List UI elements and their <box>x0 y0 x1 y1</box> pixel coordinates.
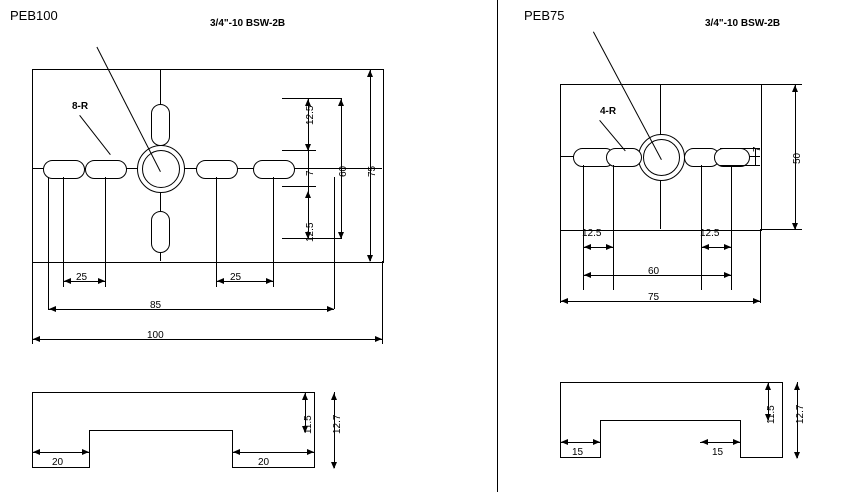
left-ext-100-b <box>382 261 383 344</box>
left-dimline-7 <box>308 150 309 186</box>
right-arrow-12-5-left-r <box>606 244 613 250</box>
left-ext-100-a <box>32 261 33 344</box>
left-arrow-100-r <box>375 336 382 342</box>
right-ext-7-bottom <box>720 165 760 166</box>
right-ext-b <box>613 165 614 290</box>
right-dim-50: 50 <box>792 152 803 164</box>
right-hole-callout: 4-R <box>600 106 617 117</box>
right-side-top-edge <box>560 382 782 383</box>
left-ext-25-left-a <box>63 177 64 287</box>
view-divider <box>497 0 498 492</box>
right-dim-15-right: 15 <box>712 447 724 458</box>
left-ext-12-5-top <box>282 98 342 99</box>
right-arrow-12-5-right-r <box>724 244 731 250</box>
right-dim-12-5-left: 12.5 <box>582 228 602 239</box>
left-arrow-20-left-l <box>33 449 40 455</box>
right-side-step-left <box>600 420 601 458</box>
right-arrow-15-right-l <box>701 439 708 445</box>
left-arrow-20-right-l <box>233 449 240 455</box>
right-side-left-edge <box>560 382 561 458</box>
right-arrow-12-7-up <box>794 383 800 390</box>
right-center-bore-inner <box>643 139 680 176</box>
left-arrow-85-r <box>327 306 334 312</box>
right-dim-75: 75 <box>648 292 660 303</box>
left-side-left-edge <box>32 392 33 468</box>
right-side-step-right <box>740 420 741 458</box>
right-ext-75-b <box>760 229 761 303</box>
right-arrow-11-5-up <box>765 383 771 390</box>
left-arrow-25-right-l <box>217 278 224 284</box>
right-side-recess <box>600 420 740 421</box>
left-dim-25-left: 25 <box>76 272 88 283</box>
right-dim-7: 7 <box>752 146 763 152</box>
left-arrow-25-left-r <box>98 278 105 284</box>
left-dim-100: 100 <box>147 330 164 341</box>
left-slot-left-inner <box>85 160 127 179</box>
left-side-step-left <box>89 430 90 468</box>
right-dimline-75 <box>560 301 760 302</box>
left-arrow-100-l <box>33 336 40 342</box>
left-hole-callout: 8-R <box>72 101 89 112</box>
left-dim-75: 75 <box>367 165 378 177</box>
left-arrow-85-l <box>49 306 56 312</box>
left-arrow-25-right-r <box>266 278 273 284</box>
left-dim-7: 7 <box>305 170 316 176</box>
left-side-bottom-right <box>232 467 314 468</box>
right-arrow-60-r <box>724 272 731 278</box>
page-title-right: PEB75 <box>524 8 565 23</box>
left-ext-25-left-b <box>105 177 106 287</box>
right-dim-12-7: 12.7 <box>795 404 806 424</box>
right-arrow-50-dn <box>792 223 798 230</box>
left-slot-bottom <box>151 211 170 253</box>
left-ext-85-a <box>48 177 49 309</box>
left-dimline-85 <box>48 309 334 310</box>
left-arrow-60-dn <box>338 232 344 239</box>
left-arrow-75-dn <box>367 255 373 262</box>
left-arrow-60-up <box>338 99 344 106</box>
left-dim-25-right: 25 <box>230 272 242 283</box>
left-dimline-100 <box>32 339 382 340</box>
right-dim-60: 60 <box>648 266 660 277</box>
left-arrow-20-left-r <box>82 449 89 455</box>
thread-callout-left: 3/4"-10 BSW-2B <box>210 18 286 29</box>
left-ext-25-right-a <box>216 177 217 287</box>
left-slot-right-outer <box>253 160 295 179</box>
left-center-bore-inner <box>142 150 180 188</box>
left-dimline-20-left <box>32 452 89 453</box>
right-arrow-60-l <box>584 272 591 278</box>
right-arrow-12-5-left-l <box>584 244 591 250</box>
right-arrow-75-l <box>561 298 568 304</box>
right-dim-15-left: 15 <box>572 447 584 458</box>
left-dim-20-left: 20 <box>52 457 64 468</box>
left-dim-11-5: 11.5 <box>303 415 314 434</box>
right-dim-11-5: 11.5 <box>766 405 777 424</box>
left-dim-85: 85 <box>150 300 162 311</box>
thread-callout-right: 3/4"-10 BSW-2B <box>705 18 781 29</box>
left-side-right-edge <box>314 392 315 468</box>
left-dim-12-5-bottom: 12.5 <box>305 222 316 242</box>
left-arrow-12-7-dn <box>331 462 337 469</box>
right-dim-12-5-right: 12.5 <box>700 228 720 239</box>
left-ext-7-bottom <box>282 186 316 187</box>
left-arrow-25-left-l <box>64 278 71 284</box>
left-ext-85-b <box>334 177 335 309</box>
left-slot-left-outer <box>43 160 85 179</box>
left-dim-12-7: 12.7 <box>332 414 343 434</box>
left-slot-top <box>151 104 170 146</box>
left-ext-25-right-b <box>273 177 274 287</box>
right-arrow-12-5-right-l <box>702 244 709 250</box>
left-arrow-12-7-up <box>331 393 337 400</box>
left-side-top-edge <box>32 392 314 393</box>
left-dim-60: 60 <box>338 165 349 177</box>
right-side-bottom-right <box>740 457 782 458</box>
right-ext-d <box>731 165 732 290</box>
right-arrow-75-r <box>753 298 760 304</box>
right-arrow-15-right-r <box>733 439 740 445</box>
right-arrow-15-left-r <box>593 439 600 445</box>
left-arrow-12-5-top-dn <box>305 144 311 151</box>
left-dim-12-5-top: 12.5 <box>305 105 316 125</box>
right-ext-75-a <box>560 229 561 303</box>
left-slot-right-inner <box>196 160 238 179</box>
left-arrow-75-up <box>367 70 373 77</box>
right-arrow-50-up <box>792 85 798 92</box>
left-dim-20-right: 20 <box>258 457 270 468</box>
left-dimline-20-right <box>232 452 314 453</box>
left-arrow-20-right-r <box>307 449 314 455</box>
left-arrow-11-5-up <box>302 393 308 400</box>
right-side-right-edge <box>782 382 783 458</box>
left-dimline-25-right <box>216 281 273 282</box>
right-arrow-15-left-l <box>561 439 568 445</box>
left-arrow-12-5-bot-up <box>305 191 311 198</box>
page-title-left: PEB100 <box>10 8 58 23</box>
left-side-recess <box>89 430 232 431</box>
right-arrow-12-7-dn <box>794 452 800 459</box>
